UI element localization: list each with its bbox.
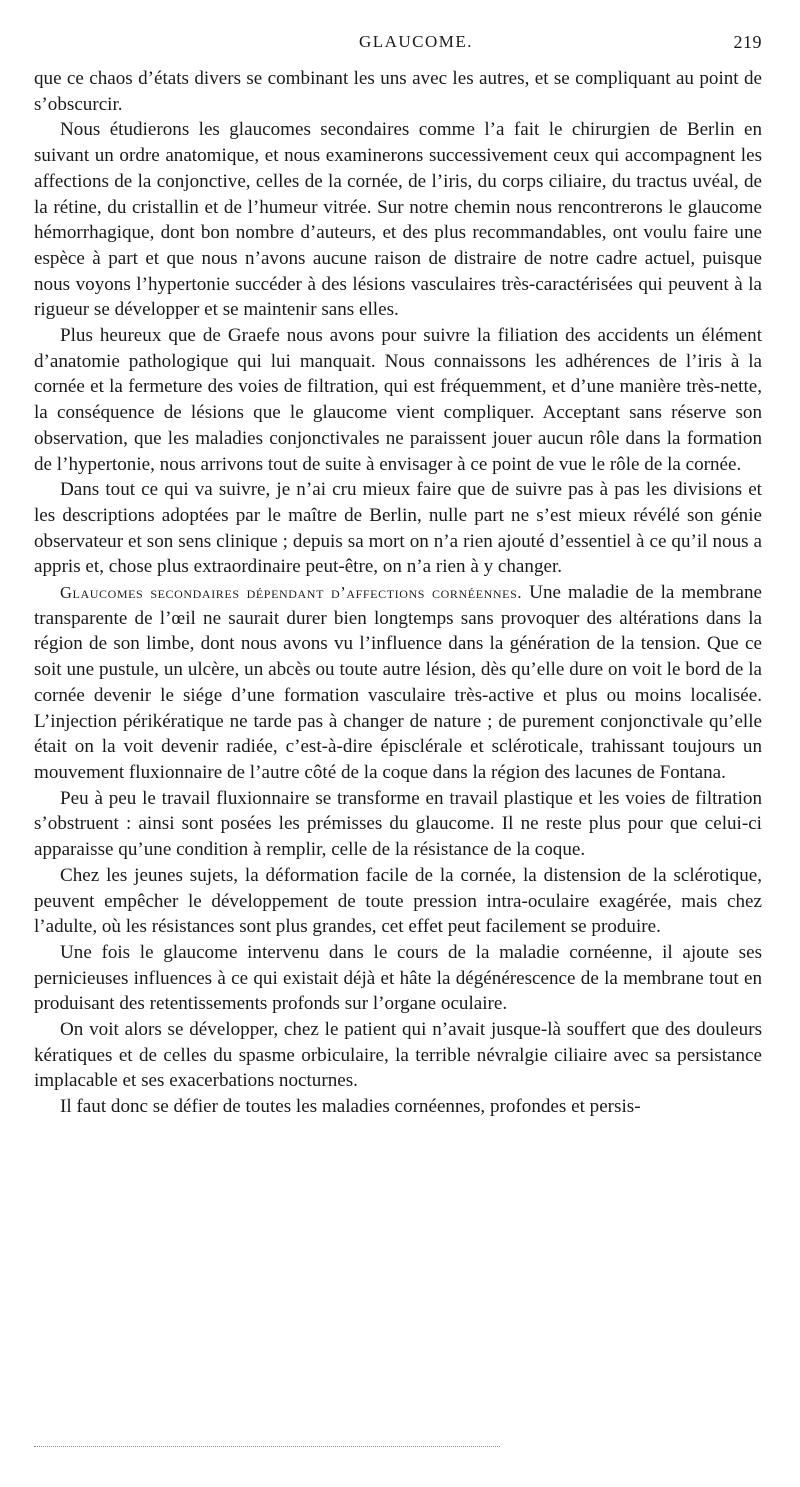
section-text: Une maladie de la membrane transparente de l’œil ne saurait durer bien longtemps sans provoquer des altérations dans la région de son limbe, dont nous avons vu l’influence dans la génération de la tension. Que ce soit une pustule, un ulcère, un abcès ou toute autre lésion, dès qu’elle dure on voit le bord de la cornée devenir le siége d’une formation vasculaire très-active et plus ou moins localisée. L’injection périkératique ne tarde pas à changer de nature ; de purement conjonctivale qu’elle était on la voit devenir radiée, c’est-à-dire épisclérale et scléroticale, trahissant toujours un mouvement fluxionnaire de l’autre côté de la coque dans la région des lacunes de Fontana. <box>34 582 763 783</box>
page-number: 219 <box>733 32 762 52</box>
section-heading: Glaucomes secondaires dépendant d’affections cornéennes. <box>60 583 523 603</box>
paragraph-hyphenated-end: Il faut donc se défier de toutes les maladies cornéennes, profondes et persis- <box>60 1096 641 1118</box>
paragraph: Peu à peu le travail fluxionnaire se transforme en travail plastique et les voies de filtration s’obstruent : ainsi sont posées les prémisses du glaucome. Il ne reste plus pour que celui-ci apparaisse qu’une condition à remplir, celle de la résistance de la coque. <box>34 787 762 861</box>
paragraph: Chez les jeunes sujets, la déformation facile de la cornée, la distension de la sclérotique, peuvent empêcher le développement de toute pression intra-oculaire exagérée, mais chez l’adulte, où les résistances sont plus grandes, cet effet peut facilement se produire. <box>34 864 762 938</box>
section-paragraph <box>34 580 762 786</box>
paragraph: Plus heureux que de Graefe nous avons pour suivre la filiation des accidents un élément d’anatomie pathologique qui lui manquait. Nous connaissons les adhérences de l’iris à la cornée et la fermeture des voies de filtration, qui est fréquemment, et d’une manière très-nette, la conséquence de lésions que le glaucome vient compliquer. Acceptant sans réserve son observation, que les maladies conjonctivales ne paraissent jouer aucun rôle dans la formation de l’hypertonie, nous arrivons tout de suite à envisager à ce point de vue le rôle de la cornée. <box>34 325 762 475</box>
paragraph-continuation: que ce chaos d’états divers se combinant les uns avec les autres, et se compliquant au point de s’obscurcir. <box>34 68 762 115</box>
paragraph: Nous étudierons les glaucomes secondaires comme l’a fait le chirurgien de Berlin en suivant un ordre anatomique, et nous examinerons successivement ceux qui accompagnent les affections de la conjonctive, celles de la cornée, de l’iris, du corps ciliaire, du tractus uvéal, de la rétine, du cristallin et de l’humeur vitrée. Sur notre chemin nous rencontrerons le glaucome hémorrhagique, dont bon nombre d’auteurs, et des plus recommandables, ont voulu faire une espèce à part et que nous n’avons aucune raison de distraire de notre cadre actuel, puisque nous voyons l’hypertonie succéder à des lésions vasculaires très-caractérisées qui peuvent à la rigueur se développer et se maintenir sans elles. <box>34 119 762 321</box>
footer-rule <box>34 1446 500 1447</box>
paragraph: On voit alors se développer, chez le patient qui n’avait jusque-là souffert que des douleurs kératiques et de celles du spasme orbiculaire, la terrible névralgie ciliaire avec sa persistance implacable et ses exacerbations nocturnes. <box>34 1019 762 1092</box>
paragraph: Une fois le glaucome intervenu dans le cours de la maladie cornéenne, il ajoute ses pernicieuses influences à ce qui existait déjà et hâte la dégénérescence de la membrane tout en produisant des retentissements profonds sur l’organe oculaire. <box>34 941 762 1015</box>
body-text <box>34 66 762 1120</box>
paragraph: Dans tout ce qui va suivre, je n’ai cru mieux faire que de suivre pas à pas les divisions et les descriptions adoptées par le maître de Berlin, nulle part ne s’est mieux révélé son génie observateur et son sens clinique ; depuis sa mort on n’a rien ajouté d’essentiel à ce qu’il nous a appris et, chose plus extraordinaire peut-être, on n’a rien à y changer. <box>34 479 762 578</box>
running-title: GLAUCOME. <box>358 32 474 51</box>
running-head <box>34 28 762 58</box>
